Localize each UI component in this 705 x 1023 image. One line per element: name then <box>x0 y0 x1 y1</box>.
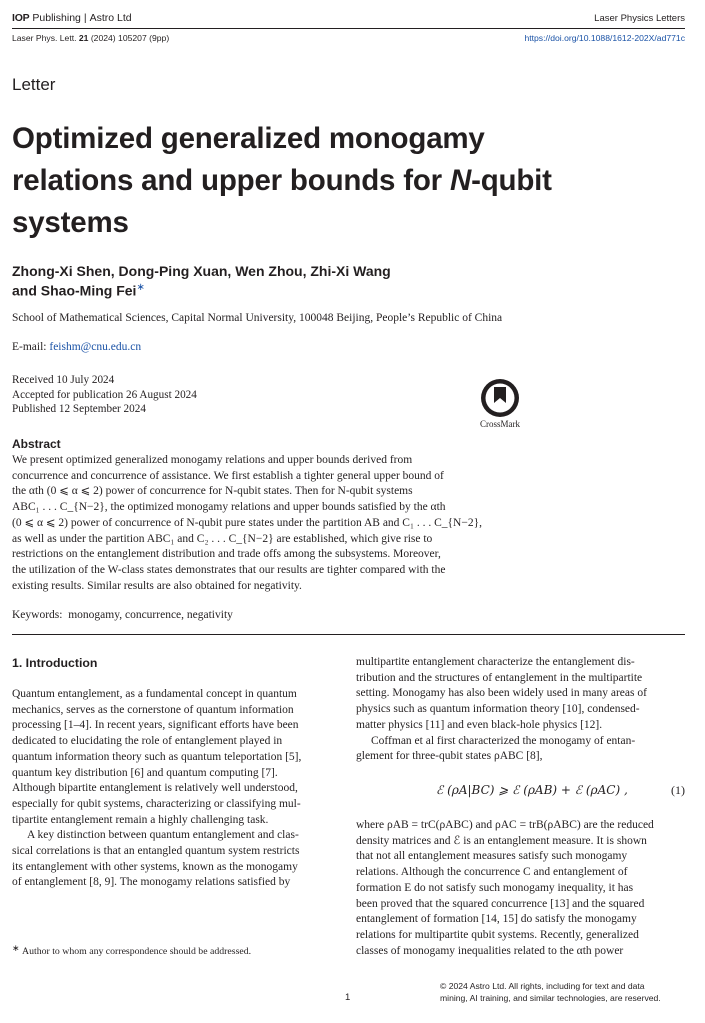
abstract-line: We present optimized generalized monogamy relations and upper bounds derived from <box>12 454 413 466</box>
title-line-2a: relations and upper bounds for <box>12 164 450 197</box>
publisher-logo <box>12 12 132 24</box>
body-line: relations. Although the concurrence C and entanglement of <box>356 866 628 879</box>
body-line: its entanglement with other systems, known as the monogamy <box>12 860 298 873</box>
title-line-1: Optimized generalized monogamy <box>12 122 485 155</box>
citation-prefix: Laser Phys. Lett. <box>12 33 79 43</box>
abstract-line: existing results. Similar results are also obtained for negativity. <box>12 579 302 592</box>
authors <box>12 264 532 299</box>
body-line: quantum key distribution [6] and quantum computing [7]. <box>12 766 278 779</box>
footnote-text: Author to whom any correspondence should be addressed. <box>22 946 252 957</box>
body-line: mechanics, serves as the cornerstone of quantum information <box>12 703 294 716</box>
doi-link[interactable]: https://doi.org/10.1088/1612-202X/ad771c <box>524 33 685 43</box>
body-line: dedicated to elucidating the role of entanglement played in <box>12 735 283 748</box>
footnote <box>12 943 252 957</box>
publisher-iop: IOP <box>12 12 30 24</box>
copyright-line-1: © 2024 Astro Ltd. All rights, including for text and data <box>440 981 645 991</box>
body-line: setting. Monogamy has also been widely used in many areas of <box>356 687 647 700</box>
citation <box>12 33 169 43</box>
footnote-mark: ∗ <box>12 943 20 953</box>
body-line: formation E do not satisfy such monogamy inequality, it has <box>356 881 634 894</box>
date-published: Published 12 September 2024 <box>12 403 146 415</box>
abstract-line: ABC₁ . . . C_{N−2}, the optimized monogamy relations and upper bounds satisfied by the αth <box>12 501 446 514</box>
body-line: of entanglement [8, 9]. The monogamy relations satisfied by <box>12 876 291 889</box>
body-line: especially for qubit systems, characterizing or classifying mul- <box>12 797 301 810</box>
body-line: entanglement of formation [14, 15] do satisfy the monogamy <box>356 913 637 926</box>
email-line <box>12 341 141 353</box>
article-type: Letter <box>12 75 56 94</box>
body-line: density matrices and ℰ is an entanglement measure. It is shown <box>356 834 647 847</box>
body-line: glement for three-qubit states ρABC [8], <box>356 750 543 763</box>
body-line: A key distinction between quantum entanglement and clas- <box>27 829 299 842</box>
equation-number: (1) <box>671 783 685 797</box>
partner-name: Astro Ltd <box>89 12 132 24</box>
body-line: that not all entanglement measures satisfy such monogamy <box>356 850 628 863</box>
abstract-body <box>12 453 532 594</box>
body-line: sical correlations is that an entangled quantum system restricts <box>12 845 300 858</box>
body-line: Quantum entanglement, as a fundamental concept in quantum <box>12 688 297 700</box>
copyright-line-2: mining, AI training, and similar technologies, are reserved. <box>440 993 661 1003</box>
date-accepted: Accepted for publication 26 August 2024 <box>12 388 197 401</box>
abstract-line: the utilization of the W-class states demonstrates that our results are tighter compared with the <box>12 563 446 576</box>
email-link[interactable]: feishm@cnu.edu.cn <box>49 341 142 353</box>
header-divider <box>12 28 685 29</box>
abstract-line: concurrence and concurrence of assistance. We first establish a tighter general upper bound of <box>12 469 444 482</box>
body-line: relations for multipartite qubit systems. Recently, generalized <box>356 928 639 941</box>
abstract-line: (0 ⩽ α ⩽ 2) power of concurrence of N-qubit pure states under the partition AB and C₁ . . . C_{N−2}, <box>12 516 482 529</box>
body-line: Although bipartite entanglement is relatively well understood, <box>12 782 298 795</box>
keywords <box>12 609 233 621</box>
keywords-text: monogamy, concurrence, negativity <box>68 609 233 621</box>
authors-line-2: and Shao-Ming Fei <box>12 282 137 299</box>
keywords-label: Keywords: <box>12 609 63 621</box>
abstract-heading: Abstract <box>12 437 61 451</box>
copyright-notice <box>440 980 685 1004</box>
body-line: where ρAB = trC(ρABC) and ρAC = trB(ρABC) are the reduced <box>356 819 654 831</box>
page-number: 1 <box>345 992 351 1003</box>
abstract-line: the αth (0 ⩽ α ⩽ 2) power of concurrence for N-qubit states. Then for N-qubit systems <box>12 485 413 498</box>
body-line: tribution and the structures of entanglement in the multipartite <box>356 671 643 684</box>
article-title <box>12 118 652 244</box>
left-column <box>12 687 341 891</box>
journal-name: Laser Physics Letters <box>594 13 685 24</box>
crossmark-label: CrossMark <box>480 419 520 429</box>
citation-suffix: (2024) 105207 (9pp) <box>88 33 170 43</box>
section-heading: 1. Introduction <box>12 656 98 670</box>
date-received: Received 10 July 2024 <box>12 374 115 386</box>
abstract-line: restrictions on the entanglement distribution and trade offs among the subsystems. Moreover, <box>12 548 441 561</box>
body-line: processing [1–4]. In recent years, significant efforts have been <box>12 719 299 732</box>
logo-separator: | <box>83 12 87 24</box>
right-column-top <box>356 655 685 765</box>
body-line: been proved that the squared concurrence [13] and the squared <box>356 897 645 910</box>
email-label: E-mail: <box>12 341 50 353</box>
publication-dates <box>12 373 197 417</box>
body-line: Coffman et al first characterized the monogamy of entan- <box>371 734 636 747</box>
affiliation: School of Mathematical Sciences, Capital Normal University, 100048 Beijing, People’s Republic of China <box>12 312 503 324</box>
body-line: multipartite entanglement characterize the entanglement dis- <box>356 656 635 668</box>
right-column-bottom <box>356 818 685 959</box>
abstract-line: as well as under the partition ABC₁ and C₂ . . . C_{N−2} are established, which give rise to <box>12 532 433 545</box>
body-line: tipartite entanglement remain a highly challenging task. <box>12 813 269 826</box>
authors-line-1: Zhong-Xi Shen, Dong-Ping Xuan, Wen Zhou, Zhi-Xi Wang <box>12 263 391 279</box>
title-line-2-em: N <box>449 164 472 197</box>
body-line: classes of monogamy inequalities related to the αth power <box>356 944 624 957</box>
citation-volume: 21 <box>78 33 89 43</box>
body-line: physics such as quantum information theory [10], condensed- <box>356 703 640 716</box>
title-line-3: systems <box>12 206 129 239</box>
corresponding-author-mark[interactable]: ∗ <box>136 281 145 293</box>
title-line-2b: -qubit <box>471 164 552 197</box>
body-line: matter physics [11] and even black-hole physics [12]. <box>356 718 603 731</box>
equation-body: ℰ (ρA|BC) ⩾ ℰ (ρAB) + ℰ (ρAC) , <box>436 783 628 797</box>
body-line: quantum information theory such as quantum teleportation [5], <box>12 750 302 763</box>
publisher-name: Publishing <box>32 12 81 24</box>
equation-1 <box>356 783 685 805</box>
keywords-divider <box>12 634 685 635</box>
